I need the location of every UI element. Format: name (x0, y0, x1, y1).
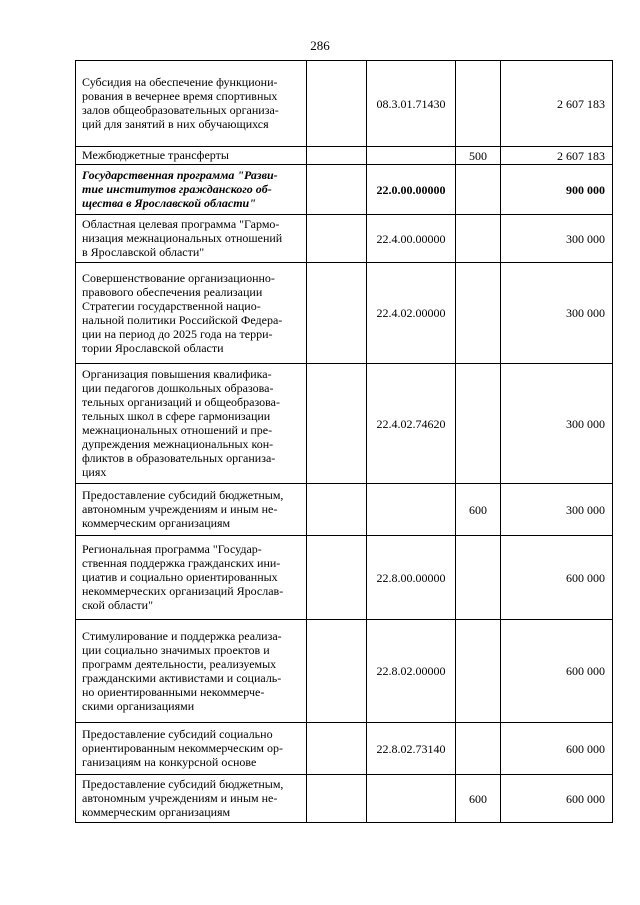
row-amount: 600 000 (501, 536, 613, 620)
row-code: 22.8.02.73140 (367, 723, 456, 775)
row-empty-cell (307, 484, 367, 536)
row-empty-cell (307, 723, 367, 775)
table-row (76, 723, 613, 775)
row-code: 22.4.02.00000 (367, 263, 456, 364)
row-code: 22.4.02.74620 (367, 364, 456, 484)
row-code: 22.0.00.00000 (367, 165, 456, 215)
row-empty-cell (307, 775, 367, 823)
row-amount: 300 000 (501, 263, 613, 364)
table-row (76, 620, 613, 723)
row-amount: 300 000 (501, 484, 613, 536)
row-empty-cell (307, 536, 367, 620)
row-expense-kind: 600 (456, 484, 501, 536)
row-name: Предоставление субсидий бюджетным, автономным учреждениям и иным не- коммерческим организациям (76, 775, 307, 823)
row-amount: 600 000 (501, 620, 613, 723)
row-name: Межбюджетные трансферты (76, 147, 307, 165)
table-row (76, 484, 613, 536)
row-code: 22.8.00.00000 (367, 536, 456, 620)
row-code (367, 484, 456, 536)
row-name: Стимулирование и поддержка реализа- ции социально значимых проектов и программ деятельности, реализуемых гражданскими активистами и социаль- но ориентированными некоммерче- скими организациями (76, 620, 307, 723)
row-name: Региональная программа "Государ- ственная поддержка гражданских ини- циатив и социально ориентированных некоммерческих организаций Ярослав- ской области" (76, 536, 307, 620)
row-expense-kind (456, 364, 501, 484)
row-code (367, 147, 456, 165)
table-row (76, 263, 613, 364)
row-empty-cell (307, 147, 367, 165)
row-name: Предоставление субсидий социально ориентированным некоммерческим ор- ганизациям на конкурсной основе (76, 723, 307, 775)
table-row (76, 364, 613, 484)
table-row (76, 215, 613, 263)
row-expense-kind (456, 61, 501, 147)
budget-table-body (76, 61, 613, 823)
row-code: 22.4.00.00000 (367, 215, 456, 263)
row-code: 22.8.02.00000 (367, 620, 456, 723)
row-empty-cell (307, 364, 367, 484)
row-empty-cell (307, 620, 367, 723)
row-name: Областная целевая программа "Гармо- низация межнациональных отношений в Ярославской области" (76, 215, 307, 263)
row-name: Государственная программа "Разви- тие институтов гражданского об- щества в Ярославской области" (76, 165, 307, 215)
row-code: 08.3.01.71430 (367, 61, 456, 147)
row-name: Организация повышения квалифика- ции педагогов дошкольных образова- тельных организаций и общеобразова- тельных школ в сфере гармонизации межнациональных отношений и пре- дупреждения межнациональных кон- фликтов в образовательных организа- циях (76, 364, 307, 484)
table-row (76, 61, 613, 147)
row-name: Субсидия на обеспечение функциони- рования в вечернее время спортивных залов общеобразовательных организа- ций для занятий в них обучающихся (76, 61, 307, 147)
table-row (76, 147, 613, 165)
table-row (76, 536, 613, 620)
row-code (367, 775, 456, 823)
table-row (76, 165, 613, 215)
row-expense-kind (456, 536, 501, 620)
row-expense-kind (456, 263, 501, 364)
page-number: 286 (310, 38, 330, 53)
row-amount: 300 000 (501, 364, 613, 484)
row-expense-kind (456, 620, 501, 723)
row-expense-kind: 600 (456, 775, 501, 823)
row-amount: 300 000 (501, 215, 613, 263)
row-expense-kind (456, 165, 501, 215)
row-empty-cell (307, 263, 367, 364)
budget-table (75, 60, 613, 823)
row-amount: 600 000 (501, 723, 613, 775)
row-expense-kind: 500 (456, 147, 501, 165)
row-empty-cell (307, 215, 367, 263)
row-expense-kind (456, 215, 501, 263)
row-name: Предоставление субсидий бюджетным, автономным учреждениям и иным не- коммерческим организациям (76, 484, 307, 536)
row-expense-kind (456, 723, 501, 775)
row-amount: 900 000 (501, 165, 613, 215)
row-empty-cell (307, 61, 367, 147)
row-amount: 600 000 (501, 775, 613, 823)
row-empty-cell (307, 165, 367, 215)
table-row (76, 775, 613, 823)
row-amount: 2 607 183 (501, 147, 613, 165)
row-name: Совершенствование организационно- правового обеспечения реализации Стратегии государственной нацио- нальной политики Российской Федера- ции на период до 2025 года на терри- тории Ярославской области (76, 263, 307, 364)
row-amount: 2 607 183 (501, 61, 613, 147)
